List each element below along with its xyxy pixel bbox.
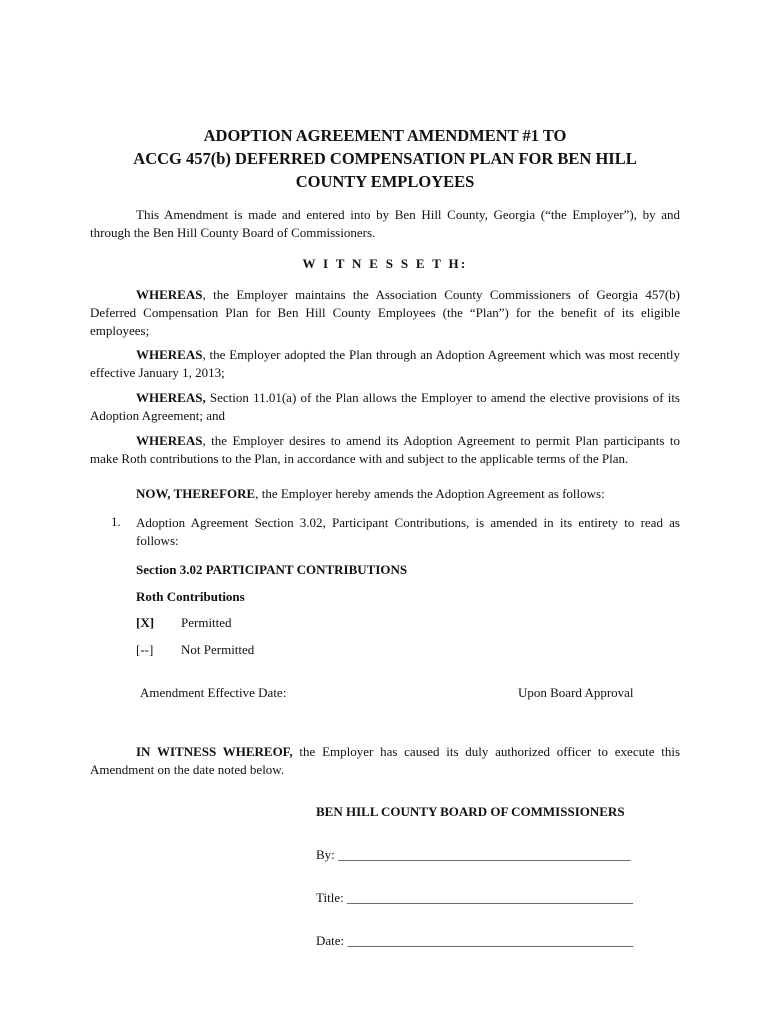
title-line-2: ACCG 457(b) DEFERRED COMPENSATION PLAN FOR BEN HILL [133,149,637,168]
list-item-text: Adoption Agreement Section 3.02, Participant Contributions, is amended in its entirety to read as follows: [136,515,680,548]
whereas-text: Section 11.01(a) of the Plan allows the Employer to amend the elective provisions of its Adoption Agreement; and [90,390,680,423]
board-name: BEN HILL COUNTY BOARD OF COMMISSIONERS [316,804,625,819]
witnesseth-heading: W I T N E S S E T H: [302,256,468,271]
document-title [90,124,680,193]
whereas-lead: WHEREAS [136,287,203,302]
list-item-number: 1. [111,514,121,529]
whereas-text: , the Employer desires to amend its Adoption Agreement to permit Plan participants to make Roth contributions to the Plan, in accordance with and subject to the applicable terms of the Plan. [90,433,680,466]
now-therefore-text: , the Employer hereby amends the Adoption Agreement as follows: [255,486,605,501]
option-label-not-permitted: Not Permitted [181,642,255,657]
now-therefore-lead: NOW, THEREFORE [136,486,256,501]
intro-text: This Amendment is made and entered into by Ben Hill County, Georgia (“the Employer”), by and through the Ben Hill County Board of Commissioners. [90,207,680,240]
section-heading: Section 3.02 PARTICIPANT CONTRIBUTIONS [136,562,408,577]
in-witness-lead: IN WITNESS WHEREOF, [136,744,293,759]
whereas-lead: WHEREAS, [136,390,206,405]
whereas-paragraph-2 [90,346,680,382]
whereas-lead: WHEREAS [136,347,203,362]
title-line-3: COUNTY EMPLOYEES [295,172,475,191]
signature-title-field: Title: ____________________________________________ [316,890,633,905]
in-witness-text: the Employer has caused its duly authorized officer to execute this Amendment on the date noted below. [90,744,681,777]
effective-date-label: Amendment Effective Date: [140,685,287,700]
signature-date-field: Date: ____________________________________________ [316,933,634,948]
whereas-text: , the Employer adopted the Plan through an Adoption Agreement which was most recently effective January 1, 2013; [90,347,680,380]
option-label-permitted: Permitted [181,615,232,630]
signature-by-field: By: _____________________________________________ [316,847,631,862]
now-therefore-paragraph [90,485,680,503]
effective-date-value: Upon Board Approval [518,685,634,700]
title-line-1: ADOPTION AGREEMENT AMENDMENT #1 TO [203,126,567,145]
roth-subheading: Roth Contributions [136,589,245,604]
intro-paragraph [90,206,680,242]
option-mark-not-permitted: [--] [136,642,154,657]
whereas-paragraph-1 [90,286,680,340]
whereas-paragraph-4 [90,432,680,468]
whereas-text: , the Employer maintains the Association County Commissioners of Georgia 457(b) Deferred Compensation Plan for Ben Hill County Employees (the “Plan”) for the benefit of its eligible employees; [90,287,680,338]
whereas-lead: WHEREAS [136,433,203,448]
whereas-paragraph-3 [90,389,680,425]
option-mark-permitted: [X] [136,615,155,630]
in-witness-paragraph [90,743,680,779]
